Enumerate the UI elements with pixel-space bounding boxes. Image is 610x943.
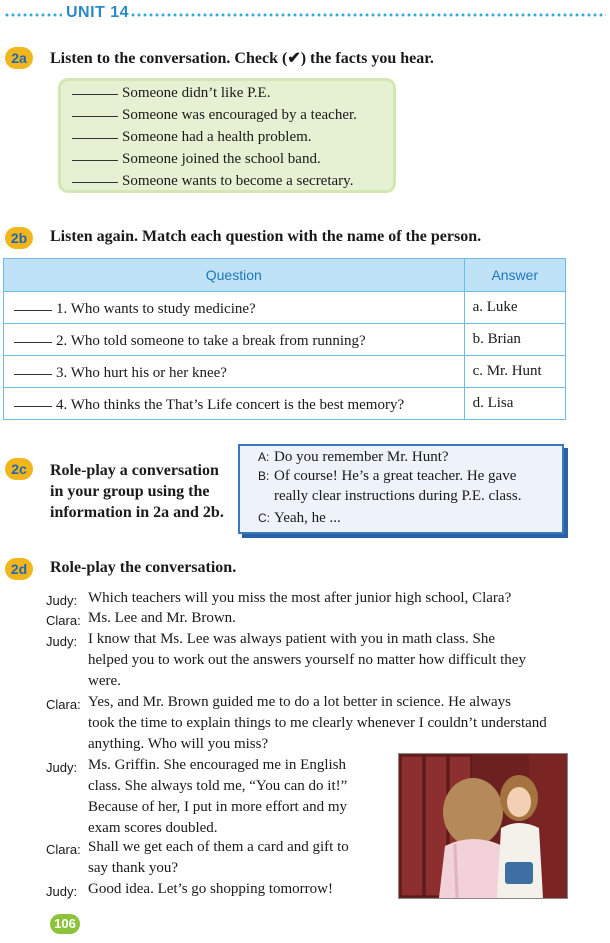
dialogue-line: Good idea. Let’s go shopping tomorrow!: [88, 881, 333, 897]
answer-blank[interactable]: [14, 330, 52, 343]
question-text: 4. Who thinks the That’s Life concert is the best memory?: [56, 396, 405, 413]
fact-item[interactable]: [72, 104, 357, 126]
dialogue-line: anything. Who will you miss?: [88, 736, 269, 752]
table-row: [4, 292, 566, 324]
table-row: [4, 324, 566, 356]
dialogue-line: I know that Ms. Lee was always patient with you in math class. She: [88, 631, 496, 647]
matching-table: [3, 258, 566, 420]
question-text: 2. Who told someone to take a break from running?: [56, 332, 366, 349]
badge-2c-label: 2c: [11, 461, 27, 477]
table-row: [4, 356, 566, 388]
answer-blank[interactable]: [14, 298, 52, 311]
speaker-name: Judy:: [46, 884, 78, 899]
speaker-name: Judy:: [46, 593, 78, 608]
badge-2b-label: 2b: [10, 230, 28, 246]
question-cell: [4, 388, 465, 420]
instruction-2d: Role-play the conversation.: [50, 559, 237, 576]
unit-title: UNIT 14: [66, 4, 130, 21]
check-blank[interactable]: [72, 126, 118, 139]
unit-header: [0, 3, 610, 25]
fact-item[interactable]: [72, 82, 270, 104]
photo-two-girls-at-lockers: [398, 753, 568, 899]
speaker-name: Clara:: [46, 697, 81, 712]
badge-2c: [5, 458, 33, 480]
answer-cell: c. Mr. Hunt: [464, 356, 565, 388]
badge-2b: [5, 227, 33, 249]
fact-item[interactable]: [72, 148, 321, 170]
fact-text: Someone had a health problem.: [122, 129, 312, 145]
dialogue-line: helped you to work out the answers yourself no matter how difficult they: [88, 652, 526, 668]
sample-text: Of course! He’s a great teacher. He gave: [274, 468, 517, 484]
sample-line: [258, 510, 341, 527]
dialogue-line: Shall we get each of them a card and gift to: [88, 839, 349, 855]
check-blank[interactable]: [72, 104, 118, 117]
dotted-rule-left: [4, 13, 62, 17]
speaker-name: Clara:: [46, 613, 81, 628]
fact-text: Someone didn’t like P.E.: [122, 85, 271, 101]
instruction-2c: [50, 460, 224, 523]
dialogue-line: Ms. Lee and Mr. Brown.: [88, 610, 236, 626]
page-number: 106: [50, 914, 80, 934]
fact-text: Someone wants to become a secretary.: [122, 173, 354, 189]
question-cell: [4, 356, 465, 388]
question-cell: [4, 292, 465, 324]
sample-line: [258, 488, 521, 505]
sample-text: Yeah, he ...: [274, 510, 341, 526]
answer-blank[interactable]: [14, 394, 52, 407]
sample-text: Do you remember Mr. Hunt?: [274, 449, 449, 465]
answer-cell: d. Lisa: [464, 388, 565, 420]
speaker-name: Judy:: [46, 760, 78, 775]
badge-2d-label: 2d: [10, 561, 28, 577]
badge-2d: [5, 558, 33, 580]
speaker-label: C:: [258, 511, 270, 525]
check-blank[interactable]: [72, 82, 118, 95]
check-blank[interactable]: [72, 170, 118, 183]
dialogue-line: say thank you?: [88, 860, 178, 876]
dialogue-line: were.: [88, 673, 121, 689]
dialogue-line: Yes, and Mr. Brown guided me to do a lot better in science. He always: [88, 694, 511, 710]
answer-blank[interactable]: [14, 362, 52, 375]
question-cell: [4, 324, 465, 356]
answer-cell: a. Luke: [464, 292, 565, 324]
instruction-2c-line: Role-play a conversation: [50, 462, 219, 479]
dialogue-line: exam scores doubled.: [88, 820, 218, 836]
speaker-name: Clara:: [46, 842, 81, 857]
speaker-label: B:: [258, 469, 270, 483]
check-blank[interactable]: [72, 148, 118, 161]
fact-text: Someone was encouraged by a teacher.: [122, 107, 357, 123]
table-header-row: [4, 259, 566, 292]
speaker-name: Judy:: [46, 634, 78, 649]
question-text: 3. Who hurt his or her knee?: [56, 364, 227, 381]
fact-item[interactable]: [72, 126, 312, 148]
dialogue-line: Which teachers will you miss the most after junior high school, Clara?: [88, 590, 512, 606]
dotted-rule-right: [130, 13, 606, 17]
dialogue-line: Ms. Griffin. She encouraged me in English: [88, 757, 347, 773]
photo-illustration: [399, 754, 567, 898]
table-row: [4, 388, 566, 420]
sample-line: [258, 468, 516, 485]
instruction-2c-line: in your group using the: [50, 483, 210, 500]
instruction-2a: Listen to the conversation. Check (✔) the facts you hear.: [50, 50, 434, 67]
sample-text: really clear instructions during P.E. class.: [274, 488, 522, 504]
dialogue-line: took the time to explain things to me clearly whenever I couldn’t understand: [88, 715, 547, 731]
badge-2a: [5, 47, 33, 69]
question-text: 1. Who wants to study medicine?: [56, 300, 256, 317]
column-header-answer: Answer: [464, 259, 565, 292]
answer-cell: b. Brian: [464, 324, 565, 356]
fact-item[interactable]: [72, 170, 353, 192]
instruction-2b: Listen again. Match each question with the name of the person.: [50, 228, 482, 245]
instruction-2c-line: information in 2a and 2b.: [50, 504, 224, 521]
dialogue-line: Because of her, I put in more effort and my: [88, 799, 348, 815]
dialogue-line: class. She always told me, “You can do it!”: [88, 778, 348, 794]
speaker-label: A:: [258, 450, 270, 464]
column-header-question: Question: [4, 259, 465, 292]
sample-line: [258, 449, 449, 466]
badge-2a-label: 2a: [11, 50, 27, 66]
fact-text: Someone joined the school band.: [122, 151, 321, 167]
